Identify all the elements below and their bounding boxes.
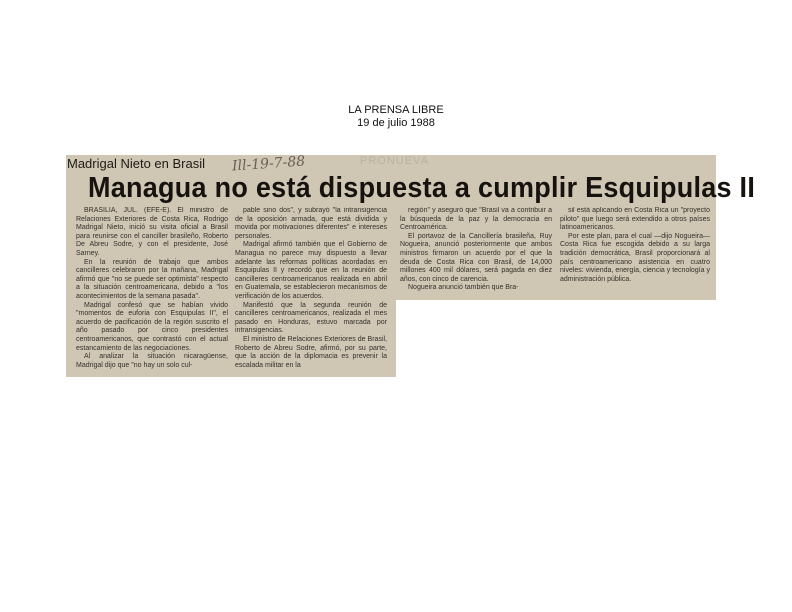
publication-date: 19 de julio 1988 bbox=[357, 117, 435, 129]
paragraph: BRASILIA, JUL. (EFE-E). El ministro de Relaciones Exteriores de Costa Rica, Rodrigo Madrigal Nieto, inició su visita oficial a Brasil para reunirse con el canciller brasileño, Roberto De Abreu Sodre, y con el presidente, José Sarney. bbox=[76, 207, 228, 257]
article-column-4 bbox=[560, 207, 710, 299]
paragraph: región" y aseguró que "Brasil va a contribuir a la búsqueda de la paz y la democracia en Centroamérica. bbox=[400, 207, 552, 232]
paragraph: pable sino dos", y subrayó "la intransigencia de la oposición armada, que está dividida y movida por motivaciones diferentes" e intereses personales. bbox=[235, 207, 387, 240]
paragraph: El ministro de Relaciones Exteriores de Brasil, Roberto de Abreu Sodre, afirmó, por su parte, que la acción de la diplomacia es prevenir la escalada militar en la bbox=[235, 335, 387, 369]
article-headline: Managua no está dispuesta a cumplir Esquipulas II bbox=[88, 172, 756, 204]
paragraph: En la reunión de trabajo que ambos cancilleres celebraron por la mañana, Madrigal afirmó que "no se puede ser optimista" respecto a la situación centroamericana, debido a "los acontecimientos de la semana pasada". bbox=[76, 258, 228, 300]
paragraph: Nogueira anunció también que Bra- bbox=[408, 284, 519, 292]
newspaper-name: LA PRENSA LIBRE bbox=[348, 104, 444, 116]
article-column-1 bbox=[76, 207, 228, 375]
masthead-fragment: PRONUEVA bbox=[360, 155, 429, 167]
paragraph: Madrigal confesó que se habían vivido "momentos de euforia con Esquipulas II", el acuerdo de pacificación de la región suscrito el año pasado por cinco presidentes centroamericanos, que contrastó con el actual estancamiento de las negociaciones. bbox=[76, 301, 228, 352]
paragraph: Manifestó que la segunda reunión de cancilleres centroamericanos, realizada el mes pasado en Honduras, estuvo marcada por intransigencias. bbox=[235, 301, 387, 335]
paragraph: Al analizar la situación nicaragüense, Madrigal dijo que "no hay un solo cul- bbox=[76, 353, 228, 369]
article-kicker: Madrigal Nieto en Brasil bbox=[67, 156, 206, 171]
document-caption bbox=[0, 104, 792, 130]
handwritten-date-note: Ill-19-7-88 bbox=[231, 153, 306, 175]
article-column-2 bbox=[235, 207, 387, 375]
article-column-3 bbox=[400, 207, 552, 299]
paragraph: Madrigal afirmó también que el Gobierno de Managua no parece muy dispuesto a llevar adelante las reformas políticas acordadas en Esquipulas II y recordó que en la reunión de cancilleres centroamericanos realizada en abril en Guatemala, se establecieron mecanismos de verificación de los acuerdos. bbox=[235, 241, 387, 300]
paragraph: Por este plan, para el cual —dijo Nogueira— Costa Rica fue escogida debido a su larga tradición democrática, Brasil proporcionará al país centroamericano asistencia en cuatro niveles: vivienda, energía, ciencia y tecnología y administración pública. bbox=[560, 232, 710, 283]
paragraph: sil está aplicando en Costa Rica un "proyecto piloto" que luego será extendido a otros países latinoamericanos. bbox=[560, 207, 710, 232]
paragraph: El portavoz de la Cancillería brasileña, Ruy Nogueira, anunció posteriormente que ambos ministros firmaron un acuerdo por el que la deuda de Costa Rica con Brasil, de 14,000 millones 400 mil dólares, será pagada en diez años, con cinco de carencia. bbox=[400, 232, 552, 283]
